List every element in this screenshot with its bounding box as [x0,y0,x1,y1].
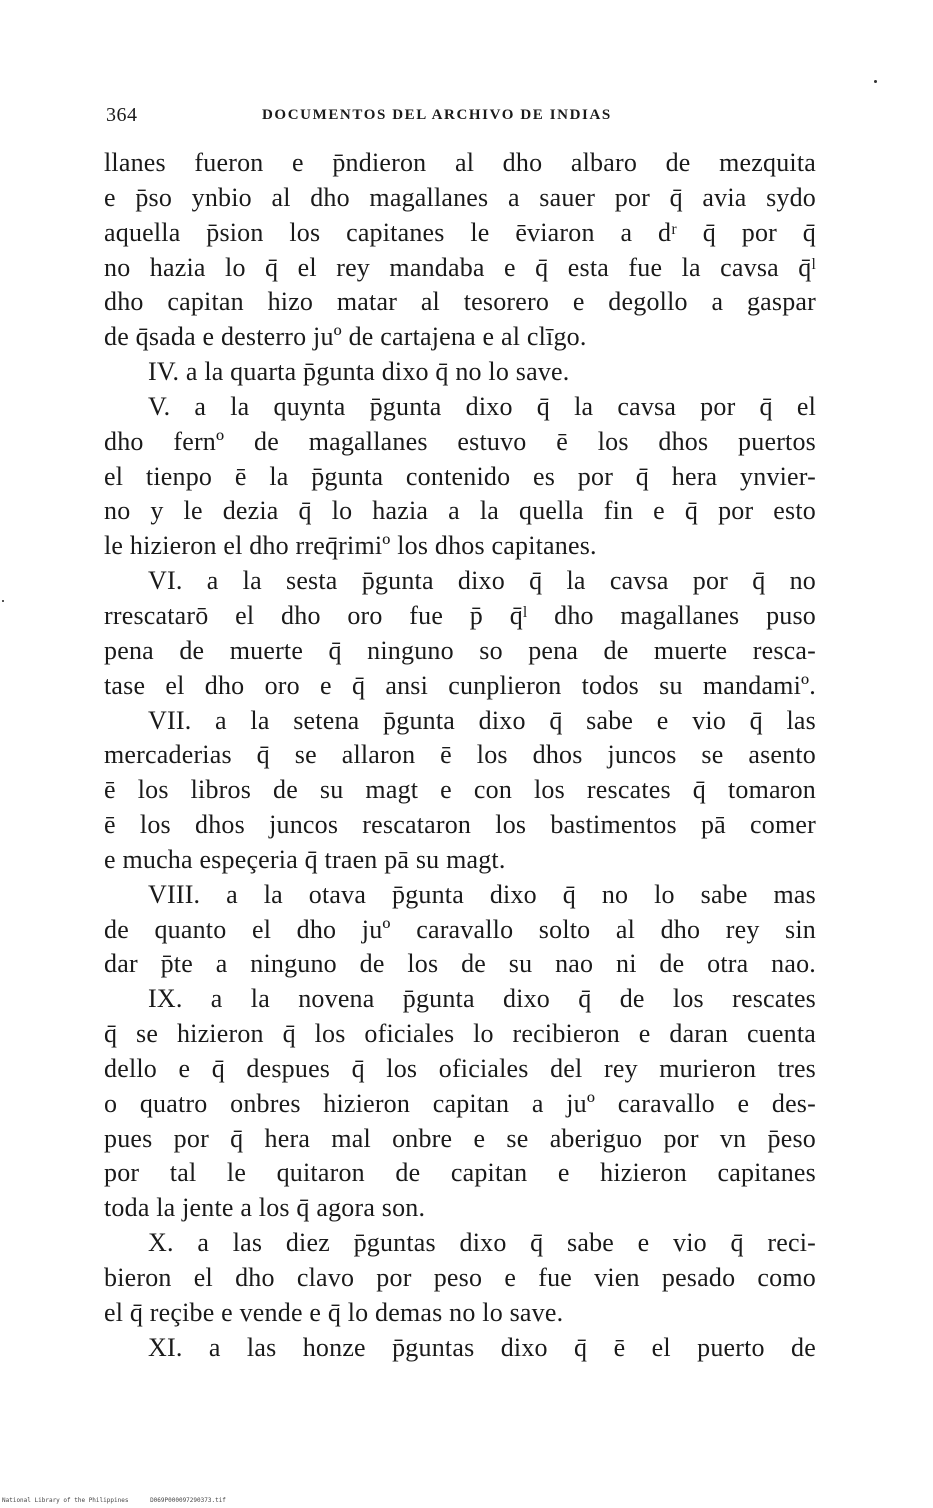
text-line: el q̄ reçibe e vende e q̄ lo demas no lo save. [104,1297,564,1327]
text-line: IX. a la novena p̄gunta dixo q̄ de los rescates [148,984,816,1014]
text-line: dho fernº de magallanes estuvo ē los dhos puertos [104,426,816,456]
scan-speck-left [2,600,4,602]
body-text [104,146,816,1366]
scan-speck [874,80,877,83]
text-line: VI. a la sesta p̄gunta dixo q̄ la cavsa por q̄ no [148,566,816,596]
library-credit: National Library of the Philippines [2,1497,129,1504]
text-line: IV. a la quarta p̄gunta dixo q̄ no lo save. [148,357,570,387]
text-line: VII. a la setena p̄gunta dixo q̄ sabe e vio q̄ las [148,705,816,735]
text-line: e p̄so ynbio al dho magallanes a sauer por q̄ avia sydo [104,182,816,212]
text-line: X. a las diez p̄guntas dixo q̄ sabe e vio q̄ reci- [148,1228,816,1258]
text-line: llanes fueron e p̄ndieron al dho albaro de mezquita [104,148,816,177]
text-line: V. a la quynta p̄gunta dixo q̄ la cavsa por q̄ el [148,391,816,421]
text-line: VIII. a la otava p̄gunta dixo q̄ no lo sabe mas [148,879,816,909]
text-line: mercaderias q̄ se allaron ē los dhos juncos se asento [104,740,816,770]
text-line: bieron el dho clavo por peso e fue vien pesado como [104,1263,816,1292]
text-line: ē los libros de su magt e con los rescates q̄ tomaron [104,775,816,805]
page-number: 364 [106,104,138,126]
text-line: no y le dezia q̄ lo hazia a la quella fin e q̄ por esto [104,496,816,526]
file-id: D069P000097290373.tif [150,1497,226,1504]
text-line: dho capitan hizo matar al tesorero e degollo a gaspar [104,287,816,317]
text-line: q̄ se hizieron q̄ los oficiales lo recibieron e daran cuenta [104,1019,816,1049]
text-line: de quanto el dho juº caravallo solto al dho rey sin [104,914,816,944]
scan-footer [2,1497,226,1504]
page-header [106,104,826,134]
text-line: pena de muerte q̄ ninguno so pena de muerte resca- [104,635,816,665]
text-line: pues por q̄ hera mal onbre e se aberiguo por vn p̄eso [104,1123,816,1153]
text-line: e mucha espeçeria q̄ traen pā su magt. [104,844,506,874]
text-line: toda la jente a los q̄ agora son. [104,1193,426,1223]
text-line: rrescatarō el dho oro fue p̄ q̄ˡ dho magallanes puso [104,600,816,630]
text-line: XI. a las honze p̄guntas dixo q̄ ē el puerto de [148,1332,816,1362]
text-line: tase el dho oro e q̄ ansi cunplieron todos su mandamiº. [104,670,816,700]
text-line: ē los dhos juncos rescataron los bastimentos pā comer [104,810,816,840]
text-line: aquella p̄sion los capitanes le ēviaron a dʳ q̄ por q̄ [104,217,816,247]
text-line: el tienpo ē la p̄gunta contenido es por q̄ hera ynvier- [104,461,816,491]
text-line: le hizieron el dho rreq̄rimiº los dhos capitanes. [104,531,597,561]
text-line: de q̄sada e desterro juº de cartajena e al clīgo. [104,322,587,352]
running-head: DOCUMENTOS DEL ARCHIVO DE INDIAS [262,107,612,123]
text-line: dello e q̄ despues q̄ los oficiales del rey murieron tres [104,1053,816,1083]
text-line: dar p̄te a ninguno de los de su nao ni de otra nao. [104,949,816,979]
text-line: o quatro onbres hizieron capitan a juº caravallo e des- [104,1088,816,1118]
text-line: no hazia lo q̄ el rey mandaba e q̄ esta fue la cavsa q̄ˡ [104,252,816,282]
text-line: por tal le quitaron de capitan e hizieron capitanes [104,1158,816,1188]
